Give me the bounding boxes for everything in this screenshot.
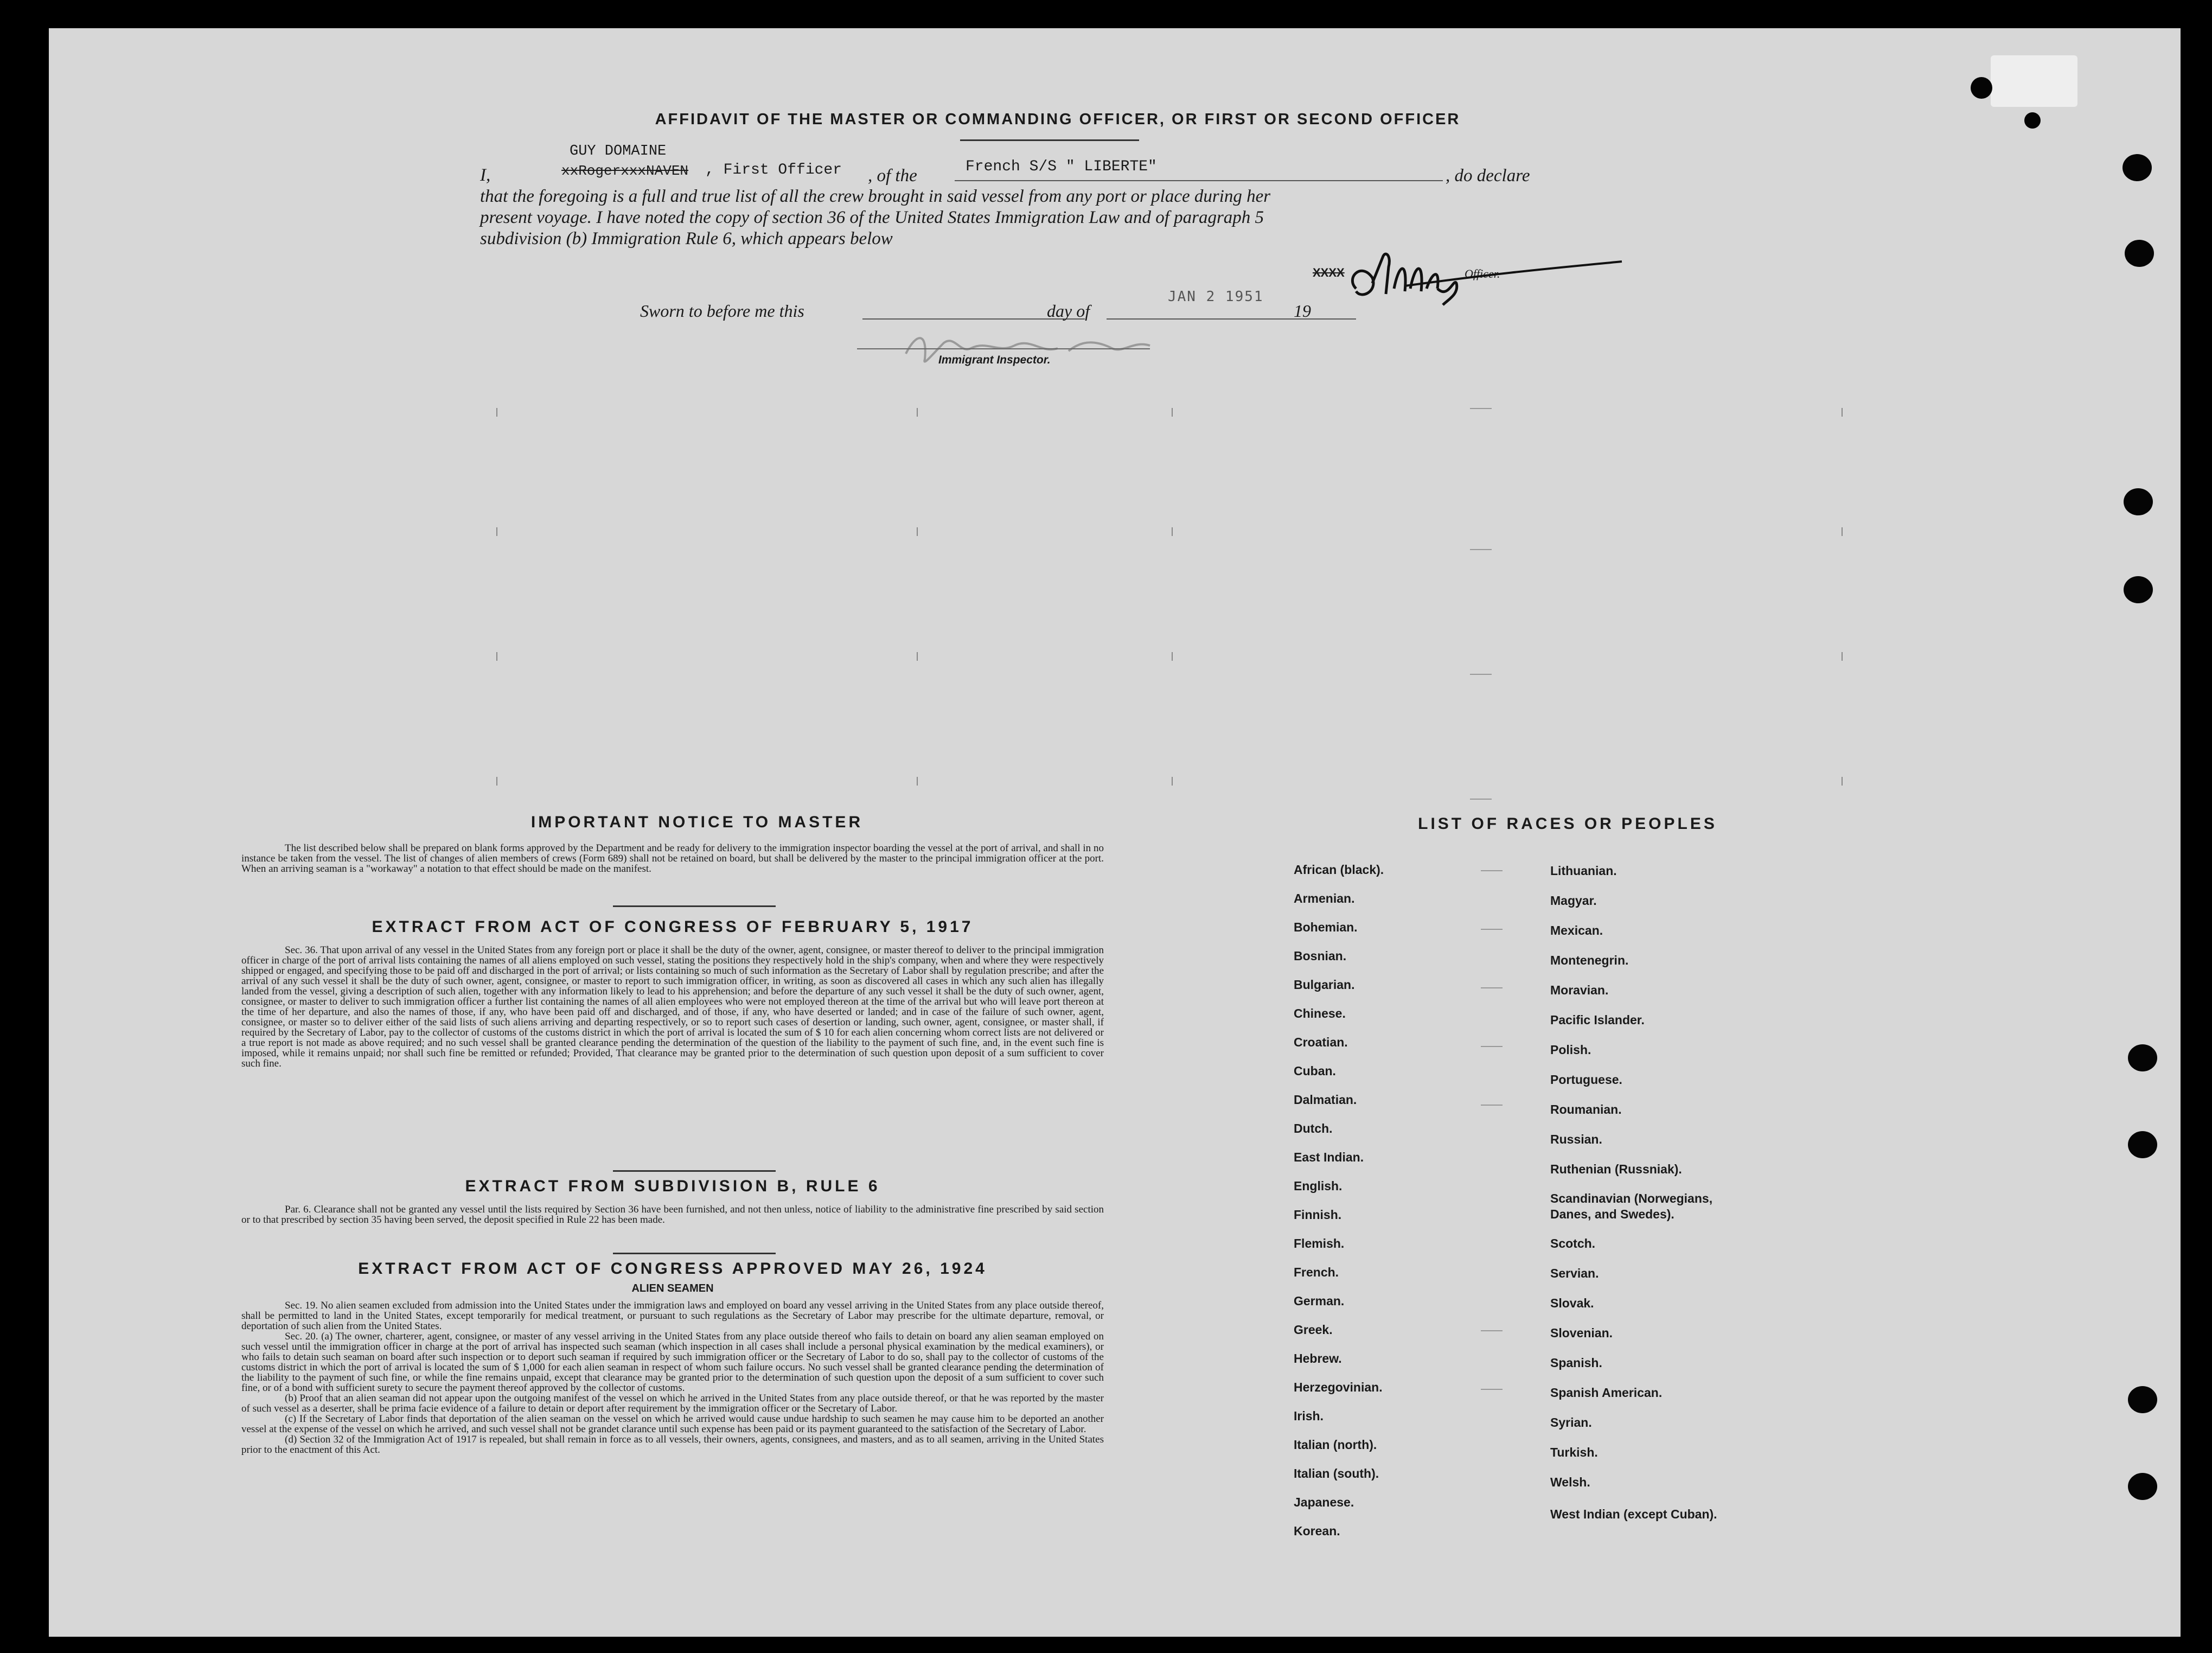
of-the-label: , of the [868, 166, 917, 186]
extract-1917-body [241, 945, 1104, 1069]
rule6-title: EXTRACT FROM SUBDIVISION B, RULE 6 [465, 1177, 880, 1195]
struck-name: xxRogerxxxNAVEN [561, 163, 689, 179]
race-item: English. [1294, 1179, 1342, 1193]
vessel-name: French S/S " LIBERTE" [966, 158, 1157, 175]
extract-1917-paragraph: Sec. 36. That upon arrival of any vessel in the United States from any foreign port or place it shall be the duty of the owner, agent, consignee, or master thereof to deliver to the principal immigration officer in charge of the port of arrival lists containing the names of all aliens employed on such vessel, stating the positions they respectively hold in the ship's company, when and where they were respectively shipped or engaged, and specifying those to be paid off and discharged in the port of arrival; or lists containing so much of such information as the Secretary of Labor shall by regulation prescribe; and after the arrival of any such vessel it shall be the duty of such owner, agent, consignee, or master to report to such immigration officer, in writing, as soon as discovered all cases in which any such alien has illegally landed from the vessel, giving a description of such alien, together with any information likely to lead to his apprehension; and before the departure of any such vessel it shall be the duty of such owner, agent, consignee, or master to deliver to such immigration officer a further list containing the names of all alien employees who were not employed thereon at the time of the arrival but who will leave port thereon at the time of her departure, and also the names of those, if any, who have been paid off and discharged, and of those, if any, who have deserted or landed; and in case of the failure of such owner, agent, consignee, or master so to deliver either of the said lists of such aliens arriving and departing respectively, or so to report such cases of desertion or landing, such owner, agent, consignee, or master shall, if required by the Secretary of Labor, pay to the collector of customs of the customs district in which the port of arrival is located the sum of $ 10 for each alien concerning whom correct lists are not delivered or a true report is not made as above required; and no such vessel shall be granted clearance pending the determination of the question of the liability to the payment of such fine, and, in the event such fine is imposed, while it remains unpaid; nor shall such fine be remitted or refunded; Provided, That clearance may be granted prior to the determination of such question upon deposit of a sum sufficient to cover such fine. [241, 944, 1104, 1069]
race-item: Korean. [1294, 1524, 1340, 1538]
race-item: East Indian. [1294, 1150, 1364, 1164]
race-item: Spanish. [1550, 1356, 1602, 1370]
punch-hole [2124, 576, 2153, 603]
race-item: Hebrew. [1294, 1351, 1342, 1365]
race-item: West Indian (except Cuban). [1550, 1507, 1717, 1521]
grid-tick [917, 652, 918, 661]
races-title: LIST OF RACES OR PEOPLES [1418, 815, 1717, 833]
year-prefix: 19 [1294, 301, 1311, 321]
notice-title: IMPORTANT NOTICE TO MASTER [530, 813, 864, 831]
punch-hole [2128, 1473, 2157, 1500]
grid-tick [917, 408, 918, 417]
sec20a-paragraph: Sec. 20. (a) The owner, charterer, agent, consignee, or master of any vessel arriving in the United States from any place outside thereof who fails to detain on board any alien seaman employed on such vessel until the immigration officer in charge at the port of arrival has inspected such seaman (which inspection in all cases shall include a personal physical examination by the medical examiners), or who fails to detain such seaman on board after such inspection or to deport such seaman if required by such immigration officer or the Secretary of Labor to do so, shall pay to the collector of customs of the customs district in which the port of arrival is located the sum of $ 1,000 for each alien seaman in respect of whom such failure occurs. No such vessel shall be granted clearance pending the determination of the liability to the payment of such fine, or while the fine remains unpaid, except that clearance may be granted prior to the determination of such question upon the deposit of a sum sufficient to cover such fine, or of a bond with sufficient surety to secure the payment thereof approved by the collector of customs. [241, 1331, 1104, 1394]
master-signature [1340, 245, 1644, 310]
officer-label: Officer. [1465, 267, 1500, 280]
notice-paragraph: The list described below shall be prepared on blank forms approved by the Department and be ready for delivery to the immigration inspector boarding the vessel at the port of arrival, and shall in no instance be taken from the vessel. The list of changes of alien members of crews (Form 689) shall not be retained on board, but shall be delivered by the master to the principal immigration officer at the port. When an arriving seaman is a "workaway" a notation to that effect should be made on the manifest. [241, 843, 1104, 875]
race-item: Italian (south). [1294, 1466, 1379, 1480]
grid-dash [1481, 870, 1503, 871]
affidavit-title: AFFIDAVIT OF THE MASTER OR COMMANDING OFFICER, OR FIRST OR SECOND OFFICER [655, 111, 1461, 128]
section-rule [613, 905, 776, 907]
punch-hole [2128, 1131, 2157, 1158]
extract-1917-title: EXTRACT FROM ACT OF CONGRESS OF FEBRUARY 5, 1917 [372, 918, 974, 936]
grid-tick [496, 652, 497, 661]
officer-rank: , First Officer [705, 162, 842, 178]
alien-seamen-subtitle: ALIEN SEAMEN [631, 1282, 714, 1294]
race-item: African (black). [1294, 863, 1384, 877]
grid-tick [917, 527, 918, 536]
affidavit-i-label: I, [480, 165, 491, 185]
punch-hole [2125, 240, 2154, 267]
race-item: Moravian. [1550, 983, 1609, 997]
race-item: Russian. [1550, 1132, 1602, 1146]
sec20c-paragraph: (c) If the Secretary of Labor finds that deportation of the alien seaman on the vessel on which he arrived would cause undue hardship to such seamen he may cause him to be deported an another vessel at the expense of the vessel on which he arrived, and such vessel shall not be grandet clarance until such expense has been paid or its payment guaranteed to the satisfaction of the Secretary of Labor. [241, 1413, 1104, 1435]
race-item: Pacific Islander. [1550, 1013, 1645, 1027]
grid-tick [1172, 652, 1173, 661]
do-declare-label: , do declare [1446, 166, 1530, 186]
affidavit-line4: subdivision (b) Immigration Rule 6, which appears below [480, 229, 893, 248]
title-rule [960, 139, 1139, 141]
punch-hole [1971, 77, 1992, 99]
race-item: Bohemian. [1294, 920, 1358, 934]
grid-dash [1481, 929, 1503, 930]
race-item: Cuban. [1294, 1064, 1336, 1078]
grid-dash [1470, 799, 1492, 800]
race-item: Lithuanian. [1550, 864, 1617, 878]
grid-tick [496, 777, 497, 786]
race-item: Herzegovinian. [1294, 1380, 1383, 1394]
race-item: Irish. [1294, 1409, 1324, 1423]
race-item: Scandinavian (Norwegians, Danes, and Swedes). [1550, 1191, 1713, 1221]
race-item: Ruthenian (Russniak). [1550, 1162, 1682, 1176]
race-item: Spanish American. [1550, 1386, 1663, 1400]
affidavit-line2: that the foregoing is a full and true list of all the crew brought in said vessel from any port or place during her [480, 187, 1271, 206]
race-item: French. [1294, 1265, 1339, 1279]
affidavit-line3: present voyage. I have noted the copy of section 36 of the United States Immigration Law and of paragraph 5 [480, 208, 1264, 227]
race-item: Portuguese. [1550, 1073, 1622, 1087]
grid-tick [1842, 652, 1843, 661]
notice-body [241, 843, 1104, 874]
sec19-paragraph: Sec. 19. No alien seamen excluded from admission into the United States under the immigration laws and employed on board any vessel arriving in the United States from any place outside thereof, shall be permitted to land in the United States, except temporarily for medical treatment, or pursuant to such regulations as the Secretary of Labor may prescribe for the ultimate departure, removal, or deportation of such alien from the United States. [241, 1300, 1104, 1332]
race-item: Chinese. [1294, 1006, 1346, 1020]
race-item: Slovenian. [1550, 1326, 1613, 1340]
rule6-paragraph: Par. 6. Clearance shall not be granted any vessel until the lists required by Section 36 have been furnished, and not then unless, notice of liability to the administrative fine prescribed by said section or to that prescribed by section 35 having been served, the deposit specified in Rule 22 has been made. [241, 1204, 1104, 1226]
grid-dash [1481, 1105, 1503, 1106]
grid-tick [1842, 527, 1843, 536]
race-item: Croatian. [1294, 1035, 1348, 1049]
sworn-label: Sworn to before me this [640, 301, 804, 321]
grid-tick [496, 527, 497, 536]
race-item: Greek. [1294, 1323, 1333, 1337]
race-item: Flemish. [1294, 1236, 1345, 1250]
grid-tick [1172, 408, 1173, 417]
section-rule [613, 1170, 776, 1172]
race-item: Bulgarian. [1294, 978, 1355, 992]
grid-dash [1481, 1389, 1503, 1390]
sec20d-paragraph: (d) Section 32 of the Immigration Act of 1917 is repealed, but shall remain in force as to all vessels, their owners, agents, consignees, and masters, and as to all seamen, arriving in the United States prior to the enactment of this Act. [241, 1434, 1104, 1456]
grid-dash [1470, 549, 1492, 550]
extract-1924-title: EXTRACT FROM ACT OF CONGRESS APPROVED MAY 26, 1924 [358, 1260, 987, 1278]
grid-tick [1172, 777, 1173, 786]
grid-tick [917, 777, 918, 786]
punch-hole [2128, 1044, 2157, 1071]
punch-hole [2024, 112, 2041, 129]
grid-tick [1842, 408, 1843, 417]
race-item: German. [1294, 1294, 1345, 1308]
race-item: Finnish. [1294, 1208, 1342, 1222]
sworn-month-underline [1107, 318, 1356, 320]
race-item: Syrian. [1550, 1415, 1592, 1429]
race-item: Mexican. [1550, 923, 1603, 937]
corner-mark [1991, 55, 2077, 107]
race-item: Bosnian. [1294, 949, 1347, 963]
grid-dash [1481, 1330, 1503, 1331]
race-item: Japanese. [1294, 1495, 1354, 1509]
signature-struck-text: XXXX [1313, 266, 1345, 279]
race-item: Slovak. [1550, 1296, 1594, 1310]
race-item: Montenegrin. [1550, 953, 1629, 967]
typed-name: GUY DOMAINE [570, 143, 667, 159]
punch-hole [2128, 1386, 2157, 1413]
date-stamp: JAN 2 1951 [1168, 289, 1264, 305]
race-item: Armenian. [1294, 891, 1355, 905]
inspector-label: Immigrant Inspector. [938, 354, 1051, 366]
grid-tick [1172, 527, 1173, 536]
grid-dash [1470, 674, 1492, 675]
race-item: Polish. [1550, 1043, 1591, 1057]
vessel-underline [955, 180, 1443, 181]
extract-1924-body [241, 1300, 1104, 1455]
race-item: Dalmatian. [1294, 1093, 1357, 1107]
race-item: Roumanian. [1550, 1102, 1622, 1116]
race-item: Magyar. [1550, 893, 1597, 908]
race-item: Welsh. [1550, 1475, 1590, 1489]
document-page [49, 28, 2181, 1637]
sec20b-paragraph: (b) Proof that an alien seaman did not appear upon the outgoing manifest of the vessel on which he arrived in the United States from any place outside thereof, or that he was reported by the master of such vessel as a deserter, shall be prima facie evidence of a failure to detain or deport after requirement by the immigration officer or the Secretary of Labor. [241, 1393, 1104, 1414]
grid-dash [1481, 1046, 1503, 1047]
grid-dash [1470, 408, 1492, 409]
day-of-label: day of [1047, 301, 1090, 321]
race-item: Dutch. [1294, 1121, 1333, 1135]
inspector-underline [857, 348, 1150, 349]
punch-hole [2124, 488, 2153, 515]
punch-hole [2123, 154, 2152, 181]
grid-tick [496, 408, 497, 417]
grid-dash [1481, 987, 1503, 988]
section-rule [613, 1253, 776, 1254]
race-item: Servian. [1550, 1266, 1599, 1280]
grid-tick [1842, 777, 1843, 786]
rule6-body [241, 1204, 1104, 1225]
race-item: Turkish. [1550, 1445, 1598, 1459]
race-item: Italian (north). [1294, 1438, 1377, 1452]
race-item: Scotch. [1550, 1236, 1596, 1250]
